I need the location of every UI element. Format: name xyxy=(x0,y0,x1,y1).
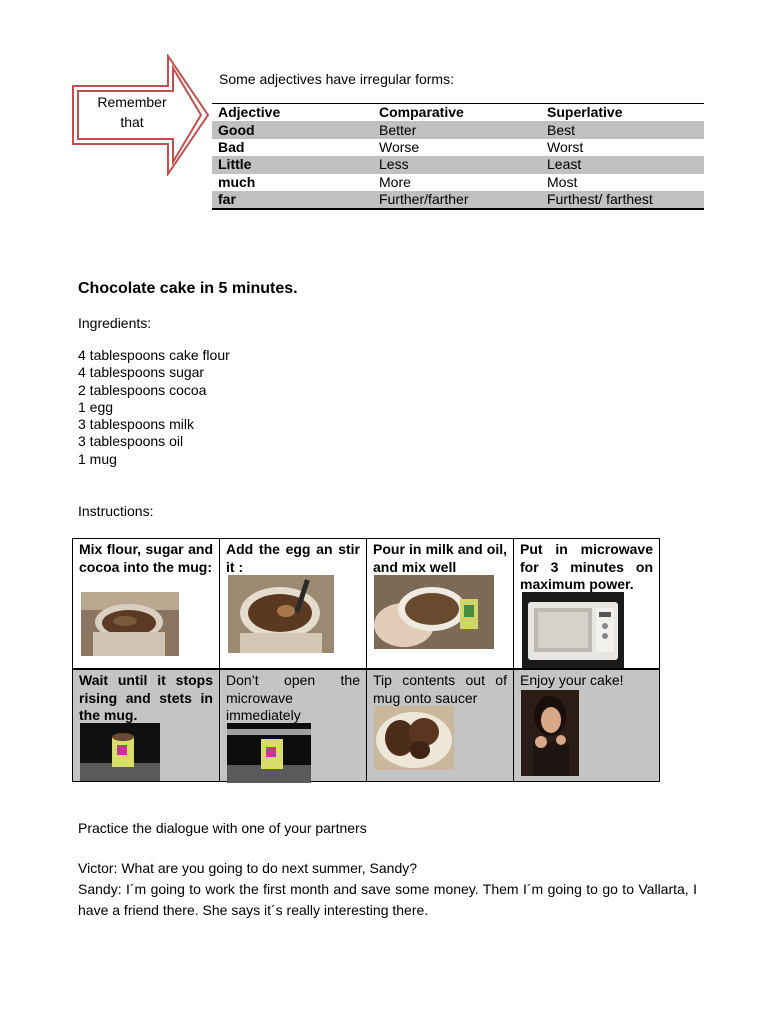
list-item: 1 mug xyxy=(78,450,117,467)
step-text: Pour in milk and oil, and mix well xyxy=(373,541,507,575)
table-row xyxy=(212,191,704,209)
instructions-grid xyxy=(72,538,660,782)
step-text: Wait until it stops rising and stets in the mug. xyxy=(79,672,213,723)
adjective-table xyxy=(212,103,704,210)
microwave-mug-photo xyxy=(227,723,311,783)
header-adjective: Adjective xyxy=(218,104,281,121)
step-cell xyxy=(73,539,220,668)
list-item: 3 tablespoons milk xyxy=(78,416,194,433)
mug-mixture-photo xyxy=(81,592,179,656)
adjective-cell: far xyxy=(212,191,373,209)
microwave-photo xyxy=(522,592,624,668)
step-cell xyxy=(514,539,659,668)
comparative-cell: Better xyxy=(373,121,541,138)
pouring-milk-photo xyxy=(374,575,494,649)
list-item: 1 egg xyxy=(78,398,114,415)
dialogue-line: Sandy: I´m going to work the first month and save some money. Them I´m going to go to Vallarta, I have a friend there. She says it´s really interesting there. xyxy=(78,881,697,918)
table-row xyxy=(212,174,704,191)
cake-on-saucer-photo xyxy=(374,706,454,770)
superlative-cell: Best xyxy=(541,121,704,138)
step-text: Don’t open the microwave immediately xyxy=(226,672,360,723)
comparative-cell: Further/farther xyxy=(373,191,541,209)
comparative-cell: Worse xyxy=(379,138,420,155)
ingredients-label: Ingredients: xyxy=(78,315,152,331)
table-row xyxy=(212,121,704,138)
list-item: 3 tablespoons oil xyxy=(78,433,184,450)
step-cell xyxy=(73,668,220,781)
instructions-label: Instructions: xyxy=(78,503,154,519)
woman-eating-cake-photo xyxy=(521,690,579,776)
list-item: 4 tablespoons cake flour xyxy=(78,347,230,363)
remember-label: Remember that xyxy=(97,94,167,130)
adjective-cell: Bad xyxy=(218,138,245,155)
superlative-cell: Furthest/ farthest xyxy=(541,191,704,209)
list-item: 2 tablespoons cocoa xyxy=(78,381,207,398)
cake-rising-photo xyxy=(80,723,160,781)
list-item: 4 tablespoons sugar xyxy=(78,364,205,381)
dialogue xyxy=(78,858,697,921)
adjective-cell: Good xyxy=(212,121,373,138)
superlative-cell: Worst xyxy=(547,138,584,155)
step-cell xyxy=(514,668,659,781)
step-cell xyxy=(367,539,514,668)
step-text: Enjoy your cake! xyxy=(520,672,624,688)
practice-intro: Practice the dialogue with one of your partners xyxy=(78,820,367,836)
step-text: Add the egg an stir it : xyxy=(226,541,360,575)
step-text: Mix flour, sugar and cocoa into the mug: xyxy=(79,541,213,575)
superlative-cell: Least xyxy=(541,156,704,173)
step-cell xyxy=(220,668,367,781)
irregular-intro: Some adjectives have irregular forms: xyxy=(219,71,454,87)
superlative-cell: Most xyxy=(547,173,578,190)
recipe-title: Chocolate cake in 5 minutes. xyxy=(78,280,298,297)
header-comparative: Comparative xyxy=(379,104,464,121)
step-text: Tip contents out of mug onto saucer xyxy=(373,672,507,706)
step-text: Put in microwave for 3 minutes on maximum power. xyxy=(520,541,653,592)
comparative-cell: Less xyxy=(373,156,541,173)
comparative-cell: More xyxy=(379,173,411,190)
ingredients-list xyxy=(78,347,230,468)
adjective-cell: Little xyxy=(212,156,373,173)
dialogue-line: Victor: What are you going to do next summer, Sandy? xyxy=(78,860,418,876)
table-header-row xyxy=(212,104,704,122)
adjective-cell: much xyxy=(218,173,256,190)
stirring-egg-photo xyxy=(228,575,334,653)
step-cell xyxy=(367,668,514,781)
table-row xyxy=(212,156,704,173)
header-superlative: Superlative xyxy=(547,104,623,121)
step-cell xyxy=(220,539,367,668)
table-row xyxy=(212,139,704,156)
